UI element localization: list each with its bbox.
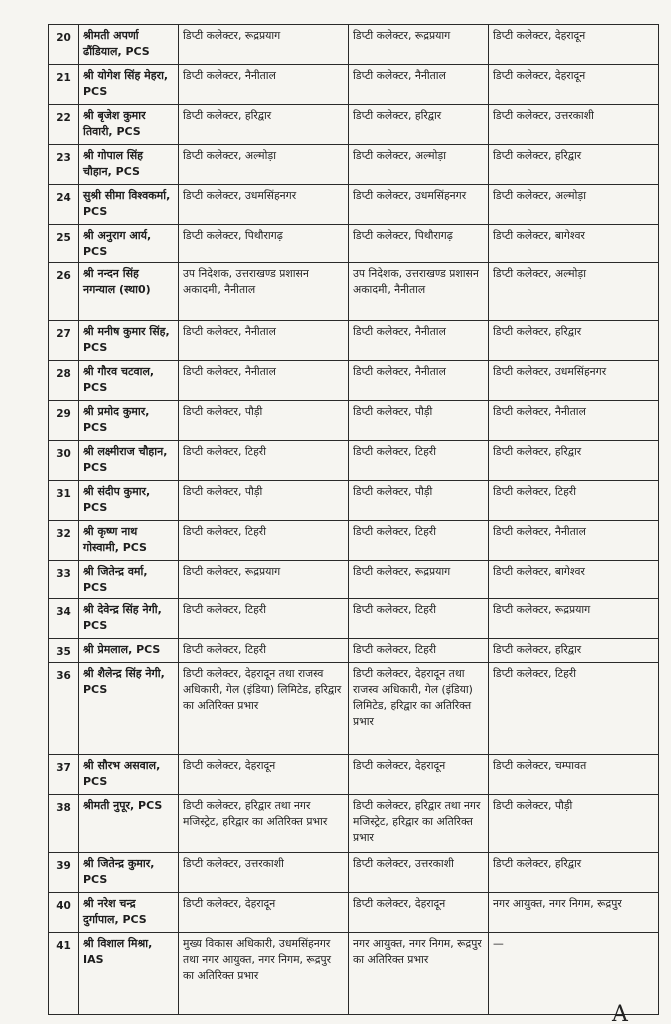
serial-number-cell: 39 bbox=[49, 853, 79, 893]
current-posting-cell: डिप्टी कलेक्टर, नैनीताल bbox=[179, 65, 349, 105]
table-row bbox=[49, 65, 659, 105]
officer-name-cell: श्री प्रेमलाल, PCS bbox=[79, 639, 179, 663]
relieved-posting-cell: डिप्टी कलेक्टर, टिहरी bbox=[349, 639, 489, 663]
current-posting-cell: डिप्टी कलेक्टर, पौड़ी bbox=[179, 481, 349, 521]
officer-name-cell: श्री गौरव चटवाल, PCS bbox=[79, 361, 179, 401]
officer-name-cell: श्री जितेन्द्र कुमार, PCS bbox=[79, 853, 179, 893]
serial-number-cell: 20 bbox=[49, 25, 79, 65]
table-row bbox=[49, 185, 659, 225]
table-row bbox=[49, 599, 659, 639]
officer-name-cell: श्रीमती अपर्णा ढौंडियाल, PCS bbox=[79, 25, 179, 65]
new-posting-cell: डिप्टी कलेक्टर, बागेश्वर bbox=[489, 561, 659, 599]
table-row bbox=[49, 225, 659, 263]
relieved-posting-cell: डिप्टी कलेक्टर, हरिद्वार तथा नगर मजिस्ट्रेट, हरिद्वार का अतिरिक्त प्रभार bbox=[349, 795, 489, 853]
relieved-posting-cell: डिप्टी कलेक्टर, पौड़ी bbox=[349, 401, 489, 441]
current-posting-cell: डिप्टी कलेक्टर, देहरादून bbox=[179, 893, 349, 933]
table-row bbox=[49, 441, 659, 481]
officer-name-cell: श्री जितेन्द्र वर्मा, PCS bbox=[79, 561, 179, 599]
current-posting-cell: डिप्टी कलेक्टर, रूद्रप्रयाग bbox=[179, 561, 349, 599]
signature-mark: A bbox=[612, 1002, 628, 1024]
serial-number-cell: 21 bbox=[49, 65, 79, 105]
serial-number-cell: 32 bbox=[49, 521, 79, 561]
officer-name-cell: सुश्री सीमा विश्वकर्मा, PCS bbox=[79, 185, 179, 225]
serial-number-cell: 36 bbox=[49, 663, 79, 755]
officer-name-cell: श्री मनीष कुमार सिंह, PCS bbox=[79, 321, 179, 361]
current-posting-cell: डिप्टी कलेक्टर, नैनीताल bbox=[179, 361, 349, 401]
serial-number-cell: 37 bbox=[49, 755, 79, 795]
current-posting-cell: डिप्टी कलेक्टर, टिहरी bbox=[179, 441, 349, 481]
current-posting-cell: डिप्टी कलेक्टर, देहरादून bbox=[179, 755, 349, 795]
table-row bbox=[49, 933, 659, 1015]
serial-number-cell: 30 bbox=[49, 441, 79, 481]
officer-name-cell: श्री योगेश सिंह मेहरा, PCS bbox=[79, 65, 179, 105]
new-posting-cell: डिप्टी कलेक्टर, टिहरी bbox=[489, 663, 659, 755]
new-posting-cell: डिप्टी कलेक्टर, नैनीताल bbox=[489, 401, 659, 441]
serial-number-cell: 28 bbox=[49, 361, 79, 401]
current-posting-cell: डिप्टी कलेक्टर, देहरादून तथा राजस्व अधिकारी, गेल (इंडिया) लिमिटेड, हरिद्वार का अतिरिक्त प्रभार bbox=[179, 663, 349, 755]
current-posting-cell: डिप्टी कलेक्टर, नैनीताल bbox=[179, 321, 349, 361]
current-posting-cell: डिप्टी कलेक्टर, हरिद्वार तथा नगर मजिस्ट्रेट, हरिद्वार का अतिरिक्त प्रभार bbox=[179, 795, 349, 853]
serial-number-cell: 23 bbox=[49, 145, 79, 185]
table-row bbox=[49, 105, 659, 145]
officer-name-cell: श्री अनुराग आर्य, PCS bbox=[79, 225, 179, 263]
table-row bbox=[49, 521, 659, 561]
serial-number-cell: 40 bbox=[49, 893, 79, 933]
serial-number-cell: 41 bbox=[49, 933, 79, 1015]
officer-name-cell: श्री प्रमोद कुमार, PCS bbox=[79, 401, 179, 441]
table-row bbox=[49, 361, 659, 401]
officer-name-cell: श्री शैलेन्द्र सिंह नेगी, PCS bbox=[79, 663, 179, 755]
relieved-posting-cell: डिप्टी कलेक्टर, टिहरी bbox=[349, 521, 489, 561]
relieved-posting-cell: डिप्टी कलेक्टर, पिथौरागढ़ bbox=[349, 225, 489, 263]
table-row bbox=[49, 663, 659, 755]
new-posting-cell: डिप्टी कलेक्टर, टिहरी bbox=[489, 481, 659, 521]
current-posting-cell: मुख्य विकास अधिकारी, उधमसिंहनगर तथा नगर आयुक्त, नगर निगम, रूद्रपुर का अतिरिक्त प्रभार bbox=[179, 933, 349, 1015]
table-row bbox=[49, 145, 659, 185]
relieved-posting-cell: डिप्टी कलेक्टर, हरिद्वार bbox=[349, 105, 489, 145]
new-posting-cell: डिप्टी कलेक्टर, अल्मोड़ा bbox=[489, 185, 659, 225]
current-posting-cell: डिप्टी कलेक्टर, पौड़ी bbox=[179, 401, 349, 441]
transfer-table bbox=[48, 24, 659, 1015]
current-posting-cell: उप निदेशक, उत्तराखण्ड प्रशासन अकादमी, नैनीताल bbox=[179, 263, 349, 321]
serial-number-cell: 25 bbox=[49, 225, 79, 263]
relieved-posting-cell: डिप्टी कलेक्टर, उत्तरकाशी bbox=[349, 853, 489, 893]
officer-name-cell: श्री बृजेश कुमार तिवारी, PCS bbox=[79, 105, 179, 145]
officer-name-cell: श्री संदीप कुमार, PCS bbox=[79, 481, 179, 521]
relieved-posting-cell: डिप्टी कलेक्टर, देहरादून bbox=[349, 755, 489, 795]
table-row bbox=[49, 263, 659, 321]
new-posting-cell: डिप्टी कलेक्टर, बागेश्वर bbox=[489, 225, 659, 263]
table-row bbox=[49, 481, 659, 521]
relieved-posting-cell: डिप्टी कलेक्टर, रूद्रप्रयाग bbox=[349, 561, 489, 599]
new-posting-cell: डिप्टी कलेक्टर, देहरादून bbox=[489, 65, 659, 105]
new-posting-cell: डिप्टी कलेक्टर, हरिद्वार bbox=[489, 853, 659, 893]
officer-name-cell: श्री कृष्ण नाथ गोस्वामी, PCS bbox=[79, 521, 179, 561]
relieved-posting-cell: डिप्टी कलेक्टर, उधमसिंहनगर bbox=[349, 185, 489, 225]
relieved-posting-cell: उप निदेशक, उत्तराखण्ड प्रशासन अकादमी, नैनीताल bbox=[349, 263, 489, 321]
current-posting-cell: डिप्टी कलेक्टर, टिहरी bbox=[179, 639, 349, 663]
table-row bbox=[49, 795, 659, 853]
relieved-posting-cell: डिप्टी कलेक्टर, टिहरी bbox=[349, 441, 489, 481]
table-row bbox=[49, 639, 659, 663]
table-row bbox=[49, 853, 659, 893]
table-body bbox=[49, 25, 659, 1015]
relieved-posting-cell: डिप्टी कलेक्टर, टिहरी bbox=[349, 599, 489, 639]
relieved-posting-cell: डिप्टी कलेक्टर, देहरादून तथा राजस्व अधिकारी, गेल (इंडिया) लिमिटेड, हरिद्वार का अतिरिक्त प्रभार bbox=[349, 663, 489, 755]
serial-number-cell: 22 bbox=[49, 105, 79, 145]
officer-name-cell: श्री लक्ष्मीराज चौहान, PCS bbox=[79, 441, 179, 481]
new-posting-cell: डिप्टी कलेक्टर, हरिद्वार bbox=[489, 441, 659, 481]
table-row bbox=[49, 893, 659, 933]
officer-name-cell: श्री गोपाल सिंह चौहान, PCS bbox=[79, 145, 179, 185]
relieved-posting-cell: डिप्टी कलेक्टर, नैनीताल bbox=[349, 321, 489, 361]
current-posting-cell: डिप्टी कलेक्टर, रूद्रप्रयाग bbox=[179, 25, 349, 65]
new-posting-cell: डिप्टी कलेक्टर, रूद्रप्रयाग bbox=[489, 599, 659, 639]
relieved-posting-cell: डिप्टी कलेक्टर, अल्मोड़ा bbox=[349, 145, 489, 185]
relieved-posting-cell: नगर आयुक्त, नगर निगम, रूद्रपुर का अतिरिक्त प्रभार bbox=[349, 933, 489, 1015]
relieved-posting-cell: डिप्टी कलेक्टर, रूद्रप्रयाग bbox=[349, 25, 489, 65]
serial-number-cell: 27 bbox=[49, 321, 79, 361]
new-posting-cell: डिप्टी कलेक्टर, चम्पावत bbox=[489, 755, 659, 795]
new-posting-cell: — bbox=[489, 933, 659, 1015]
current-posting-cell: डिप्टी कलेक्टर, टिहरी bbox=[179, 599, 349, 639]
table-row bbox=[49, 25, 659, 65]
table-row bbox=[49, 401, 659, 441]
table-row bbox=[49, 561, 659, 599]
new-posting-cell: डिप्टी कलेक्टर, उत्तरकाशी bbox=[489, 105, 659, 145]
officer-name-cell: श्री नन्दन सिंह नगन्याल (स्था0) bbox=[79, 263, 179, 321]
table-row bbox=[49, 321, 659, 361]
new-posting-cell: डिप्टी कलेक्टर, उधमसिंहनगर bbox=[489, 361, 659, 401]
new-posting-cell: डिप्टी कलेक्टर, हरिद्वार bbox=[489, 321, 659, 361]
new-posting-cell: नगर आयुक्त, नगर निगम, रूद्रपुर bbox=[489, 893, 659, 933]
current-posting-cell: डिप्टी कलेक्टर, टिहरी bbox=[179, 521, 349, 561]
new-posting-cell: डिप्टी कलेक्टर, पौड़ी bbox=[489, 795, 659, 853]
new-posting-cell: डिप्टी कलेक्टर, नैनीताल bbox=[489, 521, 659, 561]
officer-name-cell: श्री सौरभ असवाल, PCS bbox=[79, 755, 179, 795]
serial-number-cell: 38 bbox=[49, 795, 79, 853]
officer-name-cell: श्री विशाल मिश्रा, IAS bbox=[79, 933, 179, 1015]
serial-number-cell: 31 bbox=[49, 481, 79, 521]
new-posting-cell: डिप्टी कलेक्टर, हरिद्वार bbox=[489, 639, 659, 663]
relieved-posting-cell: डिप्टी कलेक्टर, नैनीताल bbox=[349, 361, 489, 401]
officer-name-cell: श्रीमती नुपूर, PCS bbox=[79, 795, 179, 853]
new-posting-cell: डिप्टी कलेक्टर, अल्मोड़ा bbox=[489, 263, 659, 321]
serial-number-cell: 33 bbox=[49, 561, 79, 599]
current-posting-cell: डिप्टी कलेक्टर, उत्तरकाशी bbox=[179, 853, 349, 893]
new-posting-cell: डिप्टी कलेक्टर, हरिद्वार bbox=[489, 145, 659, 185]
current-posting-cell: डिप्टी कलेक्टर, पिथौरागढ़ bbox=[179, 225, 349, 263]
relieved-posting-cell: डिप्टी कलेक्टर, नैनीताल bbox=[349, 65, 489, 105]
serial-number-cell: 29 bbox=[49, 401, 79, 441]
officer-name-cell: श्री देवेन्द्र सिंह नेगी, PCS bbox=[79, 599, 179, 639]
current-posting-cell: डिप्टी कलेक्टर, हरिद्वार bbox=[179, 105, 349, 145]
serial-number-cell: 26 bbox=[49, 263, 79, 321]
serial-number-cell: 24 bbox=[49, 185, 79, 225]
current-posting-cell: डिप्टी कलेक्टर, अल्मोड़ा bbox=[179, 145, 349, 185]
relieved-posting-cell: डिप्टी कलेक्टर, देहरादून bbox=[349, 893, 489, 933]
current-posting-cell: डिप्टी कलेक्टर, उधमसिंहनगर bbox=[179, 185, 349, 225]
table-row bbox=[49, 755, 659, 795]
serial-number-cell: 34 bbox=[49, 599, 79, 639]
serial-number-cell: 35 bbox=[49, 639, 79, 663]
officer-name-cell: श्री नरेश चन्द्र दुर्गापाल, PCS bbox=[79, 893, 179, 933]
new-posting-cell: डिप्टी कलेक्टर, देहरादून bbox=[489, 25, 659, 65]
relieved-posting-cell: डिप्टी कलेक्टर, पौड़ी bbox=[349, 481, 489, 521]
